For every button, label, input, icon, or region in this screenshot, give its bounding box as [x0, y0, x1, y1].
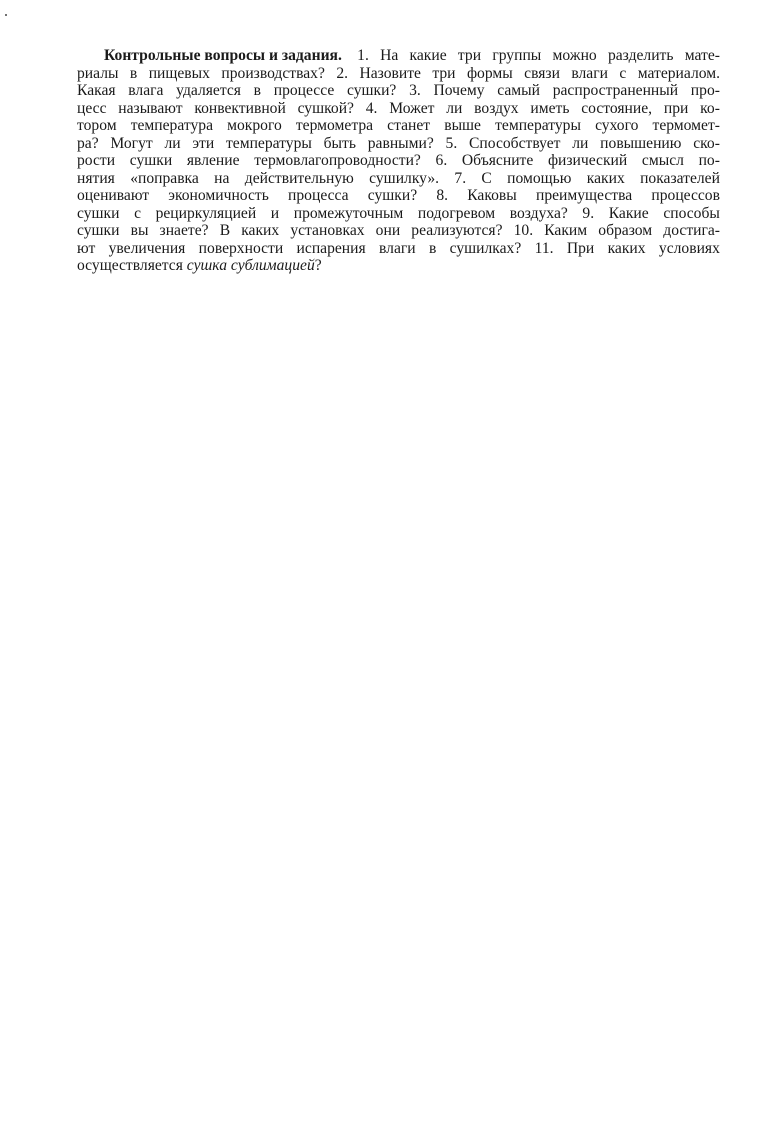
- word: Каковы: [467, 187, 517, 204]
- word: риалы: [77, 64, 119, 82]
- word: реализуются?: [411, 222, 503, 239]
- word: цесс: [77, 99, 107, 117]
- word: Могут: [110, 134, 153, 152]
- word: равными?: [367, 134, 434, 152]
- word: 2.: [336, 64, 349, 82]
- word: каких: [586, 169, 625, 187]
- word: рециркуляцией: [155, 204, 257, 222]
- word: увеличения: [108, 239, 186, 257]
- word: знаете?: [159, 222, 209, 239]
- word: три: [432, 64, 456, 82]
- word: рости: [77, 152, 116, 169]
- word: ют: [77, 239, 96, 257]
- text-line-8: [77, 170, 720, 188]
- word: помощью: [507, 169, 572, 187]
- text-line-11: [77, 222, 720, 240]
- scan-speck: [5, 14, 7, 16]
- word: про-: [690, 82, 720, 99]
- word: температура: [130, 117, 213, 134]
- word: термомет-: [652, 117, 720, 134]
- word: Объясните: [461, 152, 534, 169]
- word: связи: [524, 64, 560, 82]
- text-line-13: [77, 257, 720, 275]
- word: 3.: [409, 82, 421, 99]
- word: ли: [164, 134, 181, 152]
- word: явление: [186, 152, 240, 169]
- word: Какая: [77, 82, 116, 99]
- word: 9.: [582, 204, 595, 222]
- word: температуры: [495, 117, 581, 134]
- word: испарения: [296, 239, 366, 257]
- word: какие: [409, 47, 447, 64]
- word: они: [375, 222, 401, 239]
- word: формы: [466, 64, 513, 82]
- word: термометра: [295, 117, 374, 134]
- word: процессов: [651, 187, 720, 204]
- word: сушилку».: [369, 169, 440, 187]
- word: нятия: [77, 169, 115, 187]
- word: разделить: [607, 47, 674, 64]
- text-line-5: [77, 117, 720, 135]
- word: установках: [290, 222, 365, 239]
- word: и: [270, 204, 280, 222]
- word: производствах?: [221, 64, 325, 82]
- word: материалом.: [637, 64, 720, 82]
- word: сушилках?: [449, 239, 522, 257]
- word: термовлагопроводности?: [254, 152, 421, 169]
- word: физический: [547, 152, 628, 169]
- text-line-4: [77, 100, 720, 118]
- word: способы: [663, 204, 720, 222]
- word: пищевых: [148, 64, 210, 82]
- word: влага: [128, 82, 164, 99]
- word: на: [214, 169, 230, 187]
- text-line-2: [77, 65, 720, 83]
- word: действительную: [244, 169, 354, 187]
- word: конвективной: [194, 99, 286, 117]
- word: подогревом: [417, 204, 496, 222]
- word: 8.: [436, 187, 449, 204]
- word: по-: [698, 152, 720, 169]
- word: 10.: [513, 222, 534, 239]
- word: ?: [314, 257, 322, 274]
- word: сушки?: [346, 82, 397, 99]
- word: В: [219, 222, 231, 239]
- word: называют: [118, 99, 183, 117]
- text-line-3: [77, 82, 720, 100]
- word: влаги: [379, 239, 416, 257]
- word: Почему: [433, 82, 485, 99]
- word: сушки: [77, 222, 120, 239]
- text-line-10: [77, 205, 720, 223]
- word: каких: [607, 239, 646, 257]
- word: ли: [446, 99, 463, 117]
- word: вы: [130, 222, 149, 239]
- word: ли: [572, 134, 589, 152]
- text-line-9: [77, 187, 720, 205]
- word: группы: [492, 47, 542, 64]
- text-line-6: [77, 135, 720, 153]
- word: 6.: [435, 152, 448, 169]
- word: в: [129, 64, 138, 82]
- word: промежуточным: [293, 204, 404, 222]
- word: сушки?: [367, 187, 418, 204]
- word: самый: [497, 82, 540, 99]
- word: показателей: [640, 169, 720, 187]
- word: преимущества: [535, 187, 633, 204]
- word: при: [663, 99, 689, 117]
- word: быть: [323, 134, 356, 152]
- word: смысл: [641, 152, 684, 169]
- word: состояние,: [581, 99, 653, 117]
- word: С: [481, 169, 492, 187]
- word: «поправка: [130, 169, 199, 187]
- word: мокрого: [227, 117, 282, 134]
- word: процесса: [288, 187, 349, 204]
- text-line-7: [77, 152, 720, 170]
- word: станет: [387, 117, 431, 134]
- word: 1.: [357, 47, 369, 64]
- word: в: [428, 239, 437, 257]
- word: экономичность: [168, 187, 269, 204]
- word: Какие: [608, 204, 649, 222]
- word: мате-: [684, 47, 720, 64]
- word: температуры: [225, 134, 312, 152]
- word: Способствует: [469, 134, 561, 152]
- word: 11.: [534, 239, 554, 257]
- word: Каким: [544, 222, 588, 239]
- word: На: [380, 47, 399, 64]
- word: осуществляется: [77, 257, 187, 274]
- word: ско-: [693, 134, 720, 152]
- word: повышению: [600, 134, 682, 152]
- word: каких: [241, 222, 280, 239]
- word: сухого: [595, 117, 639, 134]
- word: образом: [598, 222, 653, 239]
- word: воздух: [474, 99, 519, 117]
- word: с: [134, 204, 141, 222]
- word: 7.: [454, 169, 467, 187]
- text-line-1: [77, 47, 720, 65]
- text-line-12: [77, 240, 720, 258]
- word: поверхности: [198, 239, 284, 257]
- word: иметь: [530, 99, 570, 117]
- word: достига-: [663, 222, 720, 239]
- word: сушки: [129, 152, 173, 169]
- word: тором: [77, 117, 117, 134]
- word: 4.: [365, 99, 378, 117]
- word: эти: [192, 134, 215, 152]
- word: удаляется: [176, 82, 241, 99]
- word: с: [619, 64, 627, 82]
- word: ра?: [77, 134, 99, 152]
- word: воздуха?: [509, 204, 568, 222]
- word: три: [457, 47, 482, 64]
- word: можно: [552, 47, 597, 64]
- word: сушкой?: [297, 99, 354, 117]
- review-questions-paragraph: [77, 47, 720, 275]
- word: в: [253, 82, 262, 99]
- word: При: [566, 239, 595, 257]
- word: процессе: [273, 82, 335, 99]
- word: влаги: [571, 64, 608, 82]
- word: ко-: [700, 99, 720, 117]
- word: оценивают: [77, 187, 150, 204]
- italic-term: сушка сублимацией: [186, 257, 315, 274]
- word: сушки: [77, 204, 120, 222]
- word: условиях: [658, 239, 720, 257]
- word: Назовите: [359, 64, 421, 82]
- word: выше: [444, 117, 481, 134]
- word: 5.: [445, 134, 458, 152]
- word: Может: [389, 99, 435, 117]
- section-heading: Контрольные вопросы и задания.: [104, 47, 342, 64]
- word: распространенный: [552, 82, 679, 99]
